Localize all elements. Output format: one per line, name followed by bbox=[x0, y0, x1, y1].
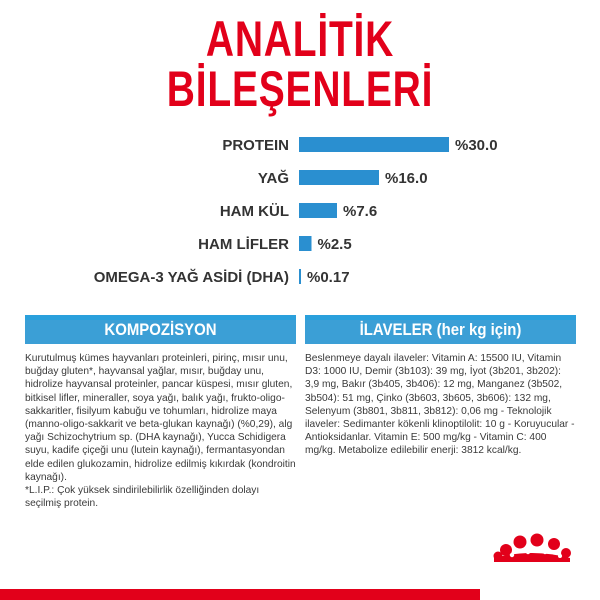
data-label: %30.0 bbox=[455, 137, 498, 154]
page-title-line2: BİLEŞENLERİ bbox=[166, 61, 434, 117]
ilaveler-text: Beslenmeye dayalı ilaveler: Vitamin A: 15500 IU, Vitamin D3: 1000 IU, Demir (3b103): 39 mg, İyot (3b201, 3b202): 3,9 mg, Bakır (3b405, 3b406): 12 mg, Manganez (3b502, 3b504): 51 mg, Çinko (3b603, 3b605, 3b606): 132 mg, Selenyum (3b801, 3b811, 3b812): 0,06 mg - Teknolojik ilaveler: Sedimanter kökenli klinoptilolit: 10 g - Koruyucular - Antioksidanlar. Vitamin E: 500 mg/kg - Vitamin C: 400 mg/kg. Metabolize edilebilir enerji: 3812 kcal/kg. bbox=[305, 353, 575, 457]
ilaveler-header-label: İLAVELER (her kg için) bbox=[359, 320, 522, 339]
bar bbox=[299, 170, 379, 185]
ilaveler-panel bbox=[305, 315, 576, 458]
kompozisyon-body bbox=[25, 352, 296, 510]
category-label: PROTEIN bbox=[222, 137, 289, 154]
footer-red-bar bbox=[0, 589, 480, 600]
page-title-line1: ANALİTİK bbox=[205, 11, 395, 67]
bar bbox=[299, 269, 301, 284]
category-label: HAM LİFLER bbox=[198, 236, 289, 253]
ilaveler-body bbox=[305, 352, 576, 458]
kompozisyon-note: *L.I.P.: Çok yüksek sindirilebilirlik özelliğinden dolayı seçilmiş protein. bbox=[25, 485, 260, 510]
kompozisyon-header bbox=[25, 315, 296, 344]
kompozisyon-text: Kurutulmuş kümes hayvanları proteinleri, pirinç, mısır unu, buğday gluten*, hayvansal yağlar, mısır, buğday unu, hidrolize hayvansal proteinler, pancar küspesi, mısır gluten, bitkisel lifler, mineraller, soya yağı, balık yağı, frukto-oligo-sakkaritler, fisilyum kabuğu ve tohumları, hidrolize maya (manno-oligo-sakkarit ve beta-glukan kaynağı) (%0,29), alg yağı Schizochytrium sp. (DHA kaynağı), Yucca Schidigera suyu, kadife çiçeği unu (lutein kaynağı), fermantasyondan elde edilen glukozamin, hidrolize edilmiş kıkırdak (kondroitin kaynağı). bbox=[25, 353, 296, 483]
ilaveler-header bbox=[305, 315, 576, 344]
data-label: %7.6 bbox=[343, 203, 378, 220]
category-label: HAM KÜL bbox=[219, 203, 289, 220]
kompozisyon-header-label: KOMPOZİSYON bbox=[104, 320, 217, 339]
royal-crown-logo bbox=[492, 528, 572, 562]
data-label: %0.17 bbox=[307, 269, 350, 286]
bar bbox=[299, 236, 312, 251]
category-label: YAĞ bbox=[257, 170, 289, 187]
analytic-bar-chart bbox=[0, 125, 600, 295]
category-label: OMEGA-3 YAĞ ASİDİ (DHA) bbox=[93, 269, 289, 286]
bar bbox=[299, 203, 337, 218]
kompozisyon-panel bbox=[25, 315, 296, 510]
data-label: %16.0 bbox=[385, 170, 428, 187]
bar bbox=[299, 137, 449, 152]
data-label: %2.5 bbox=[317, 236, 352, 253]
